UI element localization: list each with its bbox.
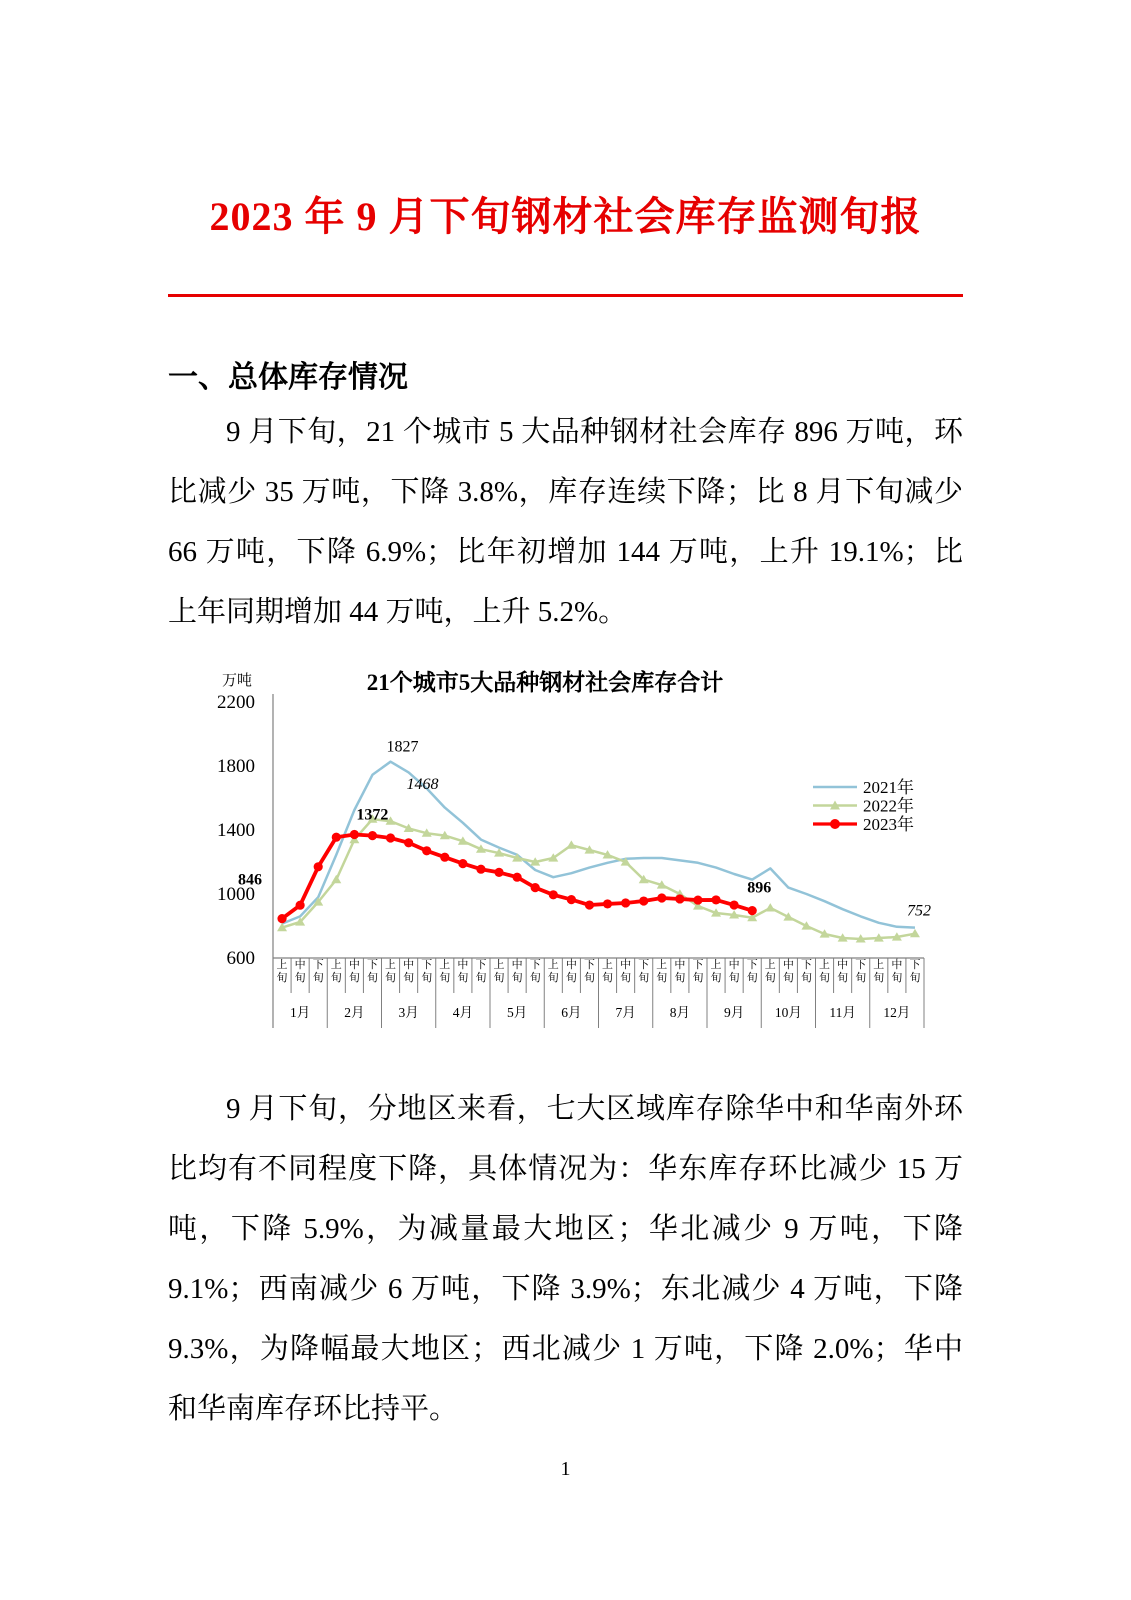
month-label: 2月 [344, 1005, 365, 1020]
period-label: 下 [366, 959, 378, 971]
circle-marker [621, 898, 630, 907]
y-axis-unit-label: 万吨 [221, 673, 253, 689]
circle-marker [513, 873, 522, 882]
period-label: 旬 [330, 972, 342, 984]
circle-marker [386, 833, 395, 842]
period-label: 旬 [710, 972, 722, 984]
period-label: 旬 [493, 972, 505, 984]
circle-marker [494, 868, 503, 877]
circle-marker [693, 895, 702, 904]
period-label: 下 [638, 959, 650, 971]
period-label: 旬 [855, 972, 867, 984]
period-label: 旬 [873, 972, 885, 984]
period-label: 旬 [674, 972, 686, 984]
period-label: 旬 [692, 972, 704, 984]
period-label: 上 [602, 959, 614, 971]
month-label: 7月 [615, 1005, 636, 1020]
period-label: 旬 [511, 972, 523, 984]
month-label: 12月 [883, 1005, 911, 1020]
period-label: 上 [547, 959, 559, 971]
period-label: 上 [873, 959, 885, 971]
period-label: 旬 [909, 972, 921, 984]
circle-marker [603, 899, 612, 908]
data-label: 896 [747, 879, 772, 897]
month-label: 1月 [290, 1005, 311, 1020]
circle-marker [675, 894, 684, 903]
y-tick-label: 1800 [217, 756, 255, 777]
period-label: 旬 [819, 972, 831, 984]
month-label: 4月 [452, 1005, 473, 1020]
circle-marker [277, 914, 286, 923]
circle-marker [476, 865, 485, 874]
y-tick-label: 2200 [217, 692, 255, 713]
chart-container [185, 650, 1040, 1040]
circle-marker [730, 900, 739, 909]
period-label: 旬 [529, 972, 541, 984]
period-label: 旬 [547, 972, 559, 984]
legend-label: 2022年 [863, 796, 914, 816]
period-label: 上 [656, 959, 668, 971]
period-label: 旬 [764, 972, 776, 984]
legend-label: 2023年 [863, 815, 914, 834]
paragraph-regions: 9 月下旬，分地区来看，七大区域库存除华中和华南外环比均有不同程度下降，具体情况为：华东库存环比减少 15 万吨，下降 5.9%，为减量最大地区；华北减少 9 万吨，下降 9.1%；西南减少 6 万吨，下降 3.9%；东北减少 4 万吨，下降 9.3%，为降幅最大地区；西北减少 1 万吨，下降 2.0%；华中和华南库存环比持平。 [168, 1093, 963, 1425]
period-label: 上 [764, 959, 776, 971]
period-label: 旬 [728, 972, 740, 984]
period-label: 旬 [403, 972, 415, 984]
y-tick-label: 1000 [217, 884, 255, 905]
period-label: 下 [475, 959, 487, 971]
section-heading: 一、总体库存情况 [168, 361, 408, 394]
period-label: 旬 [583, 972, 595, 984]
period-label: 旬 [602, 972, 614, 984]
circle-marker [567, 895, 576, 904]
data-label: 752 [906, 902, 931, 920]
circle-marker [440, 853, 449, 862]
triangle-marker [566, 840, 576, 848]
period-label: 中 [457, 959, 469, 971]
period-label: 旬 [421, 972, 433, 984]
chart-title: 21个城市5大品种钢材社会库存合计 [366, 670, 724, 695]
period-label: 旬 [565, 972, 577, 984]
period-label: 旬 [746, 972, 758, 984]
triangle-marker [765, 903, 775, 911]
period-label: 上 [493, 959, 505, 971]
period-label: 上 [439, 959, 451, 971]
period-label: 旬 [312, 972, 324, 984]
period-label: 旬 [385, 972, 397, 984]
period-label: 旬 [348, 972, 360, 984]
circle-marker [639, 896, 648, 905]
data-label: 1372 [356, 806, 389, 824]
legend-circle-marker [830, 819, 840, 829]
title-underline [168, 294, 963, 297]
period-label: 旬 [891, 972, 903, 984]
period-label: 下 [909, 959, 921, 971]
circle-marker [657, 893, 666, 902]
month-label: 3月 [398, 1005, 419, 1020]
circle-marker [296, 901, 305, 910]
circle-marker [531, 883, 540, 892]
period-label: 中 [294, 959, 306, 971]
period-label: 中 [403, 959, 415, 971]
data-label: 1827 [386, 738, 419, 756]
month-label: 6月 [561, 1005, 582, 1020]
circle-marker [458, 859, 467, 868]
legend-label: 2021年 [863, 778, 914, 797]
period-label: 中 [782, 959, 794, 971]
circle-marker [332, 833, 341, 842]
period-label: 中 [728, 959, 740, 971]
period-label: 旬 [475, 972, 487, 984]
period-label: 旬 [457, 972, 469, 984]
period-label: 下 [529, 959, 541, 971]
period-label: 上 [385, 959, 397, 971]
paragraph-overview: 9 月下旬，21 个城市 5 大品种钢材社会库存 896 万吨，环比减少 35 万吨，下降 3.8%，库存连续下降；比 8 月下旬减少 66 万吨，下降 6.9%；比年初增加 144 万吨，上升 19.1%；比上年同期增加 44 万吨，上升 5.2%。 [168, 416, 963, 628]
data-label: 846 [238, 871, 263, 889]
circle-marker [368, 831, 377, 840]
period-label: 中 [837, 959, 849, 971]
period-label: 中 [891, 959, 903, 971]
period-label: 旬 [276, 972, 288, 984]
circle-marker [549, 890, 558, 899]
period-label: 下 [692, 959, 704, 971]
period-label: 上 [710, 959, 722, 971]
period-label: 上 [819, 959, 831, 971]
circle-marker [585, 900, 594, 909]
triangle-marker [331, 875, 341, 883]
period-label: 旬 [782, 972, 794, 984]
circle-marker [748, 906, 757, 915]
month-label: 11月 [829, 1005, 856, 1020]
month-label: 8月 [669, 1005, 690, 1020]
period-label: 旬 [800, 972, 812, 984]
circle-marker [711, 895, 720, 904]
inventory-line-chart [185, 650, 1040, 1040]
period-label: 旬 [837, 972, 849, 984]
y-tick-label: 1400 [217, 820, 255, 841]
circle-marker [314, 862, 323, 871]
period-label: 中 [348, 959, 360, 971]
period-label: 上 [276, 959, 288, 971]
period-label: 旬 [638, 972, 650, 984]
period-label: 旬 [294, 972, 306, 984]
page-number: 1 [560, 1458, 571, 1480]
period-label: 旬 [439, 972, 451, 984]
period-label: 下 [746, 959, 758, 971]
circle-marker [404, 838, 413, 847]
month-label: 9月 [724, 1005, 745, 1020]
period-label: 旬 [620, 972, 632, 984]
y-tick-label: 600 [226, 948, 255, 969]
period-label: 旬 [656, 972, 668, 984]
month-label: 5月 [507, 1005, 528, 1020]
period-label: 下 [855, 959, 867, 971]
data-label: 1468 [406, 776, 439, 794]
period-label: 下 [421, 959, 433, 971]
period-label: 中 [565, 959, 577, 971]
period-label: 下 [312, 959, 324, 971]
period-label: 下 [800, 959, 812, 971]
month-label: 10月 [774, 1005, 802, 1020]
circle-marker [422, 846, 431, 855]
period-label: 中 [674, 959, 686, 971]
period-label: 中 [620, 959, 632, 971]
circle-marker [350, 830, 359, 839]
period-label: 上 [330, 959, 342, 971]
document-title: 2023 年 9 月下旬钢材社会库存监测旬报 [209, 194, 922, 239]
period-label: 下 [583, 959, 595, 971]
period-label: 旬 [366, 972, 378, 984]
period-label: 中 [511, 959, 523, 971]
